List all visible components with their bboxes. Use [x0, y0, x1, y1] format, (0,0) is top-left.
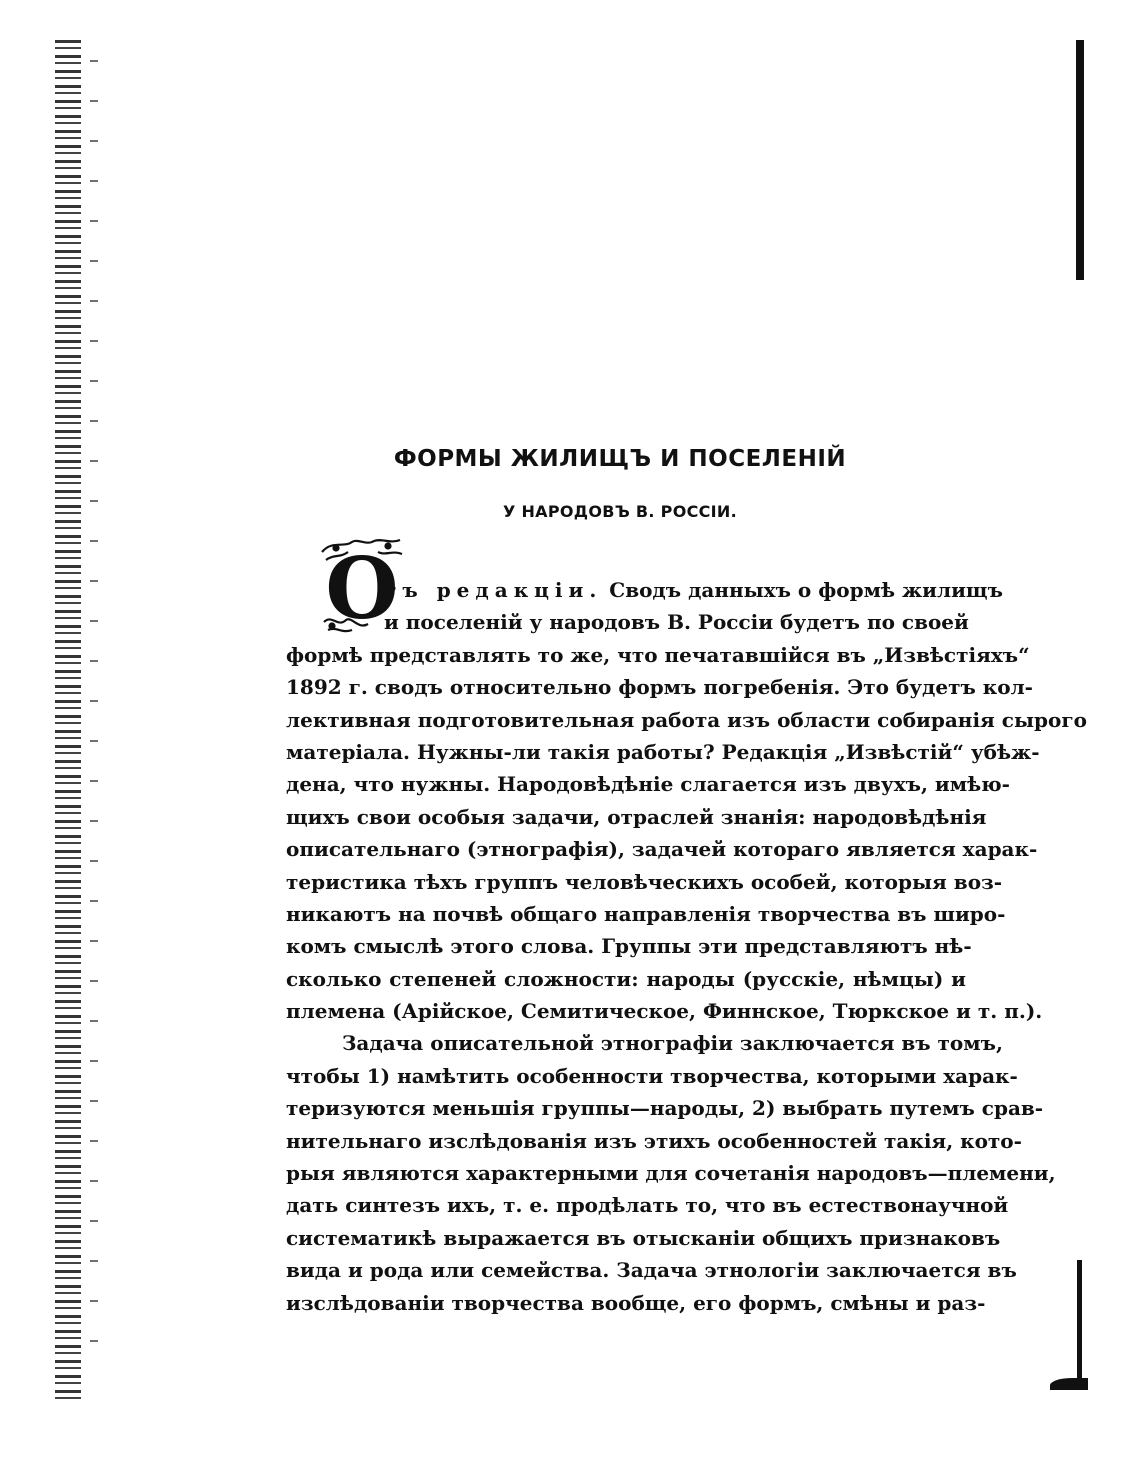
- text-line: вида и рода или семейства. Задача этнологіи заключается въ: [286, 1258, 1017, 1283]
- text-line: сколько степеней сложности: народы (русскіе, нѣмцы) и: [286, 966, 966, 991]
- editorial-lead: тъ редакціи.: [384, 578, 603, 602]
- text-line: нительнаго изслѣдованія изъ этихъ особенностей такія, кото-: [286, 1128, 1022, 1153]
- scan-edge-left: [55, 40, 81, 1400]
- text-line: щихъ свои особыя задачи, отраслей знанія: народовѣдѣнія: [286, 804, 987, 829]
- text-line: чтобы 1) намѣтить особенности творчества, которыми харак-: [286, 1063, 1018, 1088]
- page-subtitle: У НАРОДОВЪ В. РОССІИ.: [502, 502, 738, 521]
- scan-edge-left-inner: [90, 60, 98, 1360]
- text-line: теризуются меньшія группы—народы, 2) выбрать путемъ срав-: [286, 1096, 1044, 1121]
- scan-corner: [1050, 1378, 1088, 1390]
- text-line: [286, 574, 1003, 606]
- scan-edge-right-lower: [1077, 1260, 1082, 1390]
- text-line: никаютъ на почвѣ общаго направленія творчества въ широ-: [286, 901, 1006, 926]
- drop-cap-letter: О: [325, 539, 399, 636]
- body-text: [286, 574, 1087, 1319]
- text-line: и поселеній у народовъ В. Россіи будетъ по своей: [384, 610, 969, 635]
- text-line: матеріала. Нужны-ли такія работы? Редакція „Извѣстій“ убѣж-: [286, 739, 1040, 764]
- text-line: дать синтезъ ихъ, т. е. продѣлать то, что въ естествонаучной: [286, 1193, 1009, 1218]
- text-line: теристика тѣхъ группъ человѣческихъ особей, которыя воз-: [286, 869, 1003, 894]
- text-line: комъ смыслѣ этого слова. Группы эти представляютъ нѣ-: [286, 934, 972, 959]
- text-line: племена (Арійское, Семитическое, Финнское, Тюркское и т. п.).: [286, 999, 1043, 1024]
- text-line: описательнаго (этнографія), задачей котораго является харак-: [286, 837, 1038, 862]
- text-line: дена, что нужны. Народовѣдѣніе слагается изъ двухъ, имѣю-: [286, 772, 1010, 797]
- text-line: 1892 г. сводъ относительно формъ погребенія. Это будетъ кол-: [286, 675, 1033, 700]
- text-line: изслѣдованіи творчества вообще, его формъ, смѣны и раз-: [286, 1290, 986, 1315]
- text-line: лективная подготовительная работа изъ области собиранія сырого: [286, 707, 1087, 732]
- text-line: Задача описательной этнографіи заключается въ томъ,: [342, 1031, 1003, 1056]
- text-line: систематикѣ выражается въ отысканіи общихъ признаковъ: [286, 1225, 1001, 1250]
- scan-edge-right: [1076, 40, 1084, 280]
- page-title: ФОРМЫ ЖИЛИЩЪ И ПОСЕЛЕНІЙ: [393, 446, 847, 472]
- first-line-rest: Сводъ данныхъ о формѣ жилищъ: [602, 578, 1003, 602]
- text-line: рыя являются характерными для сочетанія народовъ—племени,: [286, 1161, 1056, 1186]
- text-line: формѣ представлять то же, что печатавшійся въ „Извѣстіяхъ“: [286, 642, 1030, 667]
